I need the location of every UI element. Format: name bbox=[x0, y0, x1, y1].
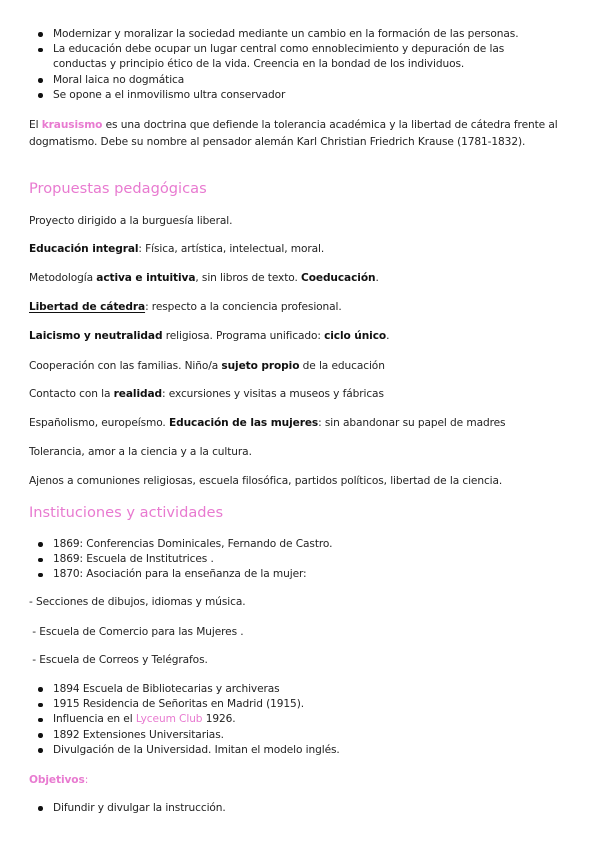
lyceum-club-link[interactable]: Lyceum Club bbox=[135, 713, 203, 726]
paragraph bbox=[29, 299, 342, 316]
paragraph bbox=[29, 241, 324, 258]
list-item: Modernizar y moralizar la sociedad mediante un cambio en la formación de las personas. bbox=[29, 27, 549, 42]
section-heading-instituciones: Instituciones y actividades bbox=[29, 504, 224, 521]
instituciones-list-2 bbox=[29, 682, 549, 758]
list-item: Divulgación de la Universidad. Imitan el modelo inglés. bbox=[29, 743, 549, 758]
sub-item: - Secciones de dibujos, idiomas y música. bbox=[29, 596, 246, 608]
list-item: 1870: Asociación para la enseñanza de la mujer: bbox=[29, 567, 549, 582]
bold-term: Coeducación bbox=[301, 272, 376, 284]
underlined-bold-term: Libertad de cátedra bbox=[29, 301, 146, 313]
text: : excursiones y visitas a museos y fábricas bbox=[162, 388, 384, 400]
paragraph: Tolerancia, amor a la ciencia y a la cultura. bbox=[29, 446, 252, 458]
list-item: 1869: Escuela de Institutrices . bbox=[29, 552, 549, 567]
list-item: 1869: Conferencias Dominicales, Fernando de Castro. bbox=[29, 537, 549, 552]
list-item bbox=[29, 712, 549, 727]
bold-term: ciclo único bbox=[324, 330, 387, 342]
list-item: Moral laica no dogmática bbox=[29, 73, 549, 88]
text: Influencia en el bbox=[53, 713, 136, 726]
krausismo-principles-list bbox=[29, 27, 549, 103]
paragraph bbox=[29, 386, 384, 403]
text: 1926. bbox=[202, 713, 236, 726]
section-heading-propuestas: Propuestas pedagógicas bbox=[29, 180, 207, 197]
intro-text-after: es una doctrina que defiende la tolerancia académica y la libertad de cátedra frente al dogmatismo. Debe su nombre al pensador alemán Karl Christian Friedrich Krause (1781-1832). bbox=[29, 119, 558, 148]
paragraph bbox=[29, 328, 389, 345]
objetivos-label: Objetivos bbox=[29, 774, 85, 786]
list-item: Difundir y divulgar la instrucción. bbox=[29, 801, 549, 816]
bold-term: activa e intuitiva bbox=[96, 272, 196, 284]
objetivos-heading bbox=[29, 772, 88, 789]
bold-term: Educación de las mujeres bbox=[168, 417, 319, 429]
bold-term: realidad bbox=[113, 388, 162, 400]
paragraph: Ajenos a comuniones religiosas, escuela filosófica, partidos políticos, libertad de la ciencia. bbox=[29, 475, 503, 487]
krausismo-term: krausismo bbox=[41, 119, 103, 131]
text: Metodología bbox=[29, 272, 97, 284]
paragraph bbox=[29, 358, 385, 375]
list-item: 1892 Extensiones Universitarias. bbox=[29, 728, 549, 743]
bold-term: Laicismo y neutralidad bbox=[29, 330, 163, 342]
objetivos-colon: : bbox=[84, 774, 89, 786]
intro-text-before: El bbox=[29, 119, 42, 131]
text: Españolismo, europeísmo. bbox=[29, 417, 169, 429]
list-item: Se opone a el inmovilismo ultra conservador bbox=[29, 88, 549, 103]
text: : Física, artística, intelectual, moral. bbox=[138, 243, 325, 255]
text: religiosa. Programa unificado: bbox=[162, 330, 325, 342]
text: . bbox=[375, 272, 379, 284]
paragraph: Proyecto dirigido a la burguesía liberal. bbox=[29, 215, 233, 227]
text: : respecto a la conciencia profesional. bbox=[145, 301, 342, 313]
text: de la educación bbox=[299, 360, 385, 372]
list-item: La educación debe ocupar un lugar central como ennoblecimiento y depuración de las conductas y principio ético de la vida. Creencia en la bondad de los individuos. bbox=[29, 42, 549, 72]
bold-term: sujeto propio bbox=[221, 360, 300, 372]
text: Contacto con la bbox=[29, 388, 114, 400]
text: , sin libros de texto. bbox=[195, 272, 302, 284]
sub-item: - Escuela de Correos y Telégrafos. bbox=[29, 654, 208, 666]
objetivos-list bbox=[29, 801, 549, 816]
instituciones-list bbox=[29, 537, 549, 583]
paragraph bbox=[29, 415, 505, 432]
intro-paragraph bbox=[29, 117, 569, 150]
text: Cooperación con las familias. Niño/a bbox=[29, 360, 222, 372]
bold-term: Educación integral bbox=[29, 243, 139, 255]
text: : sin abandonar su papel de madres bbox=[318, 417, 506, 429]
sub-item: - Escuela de Comercio para las Mujeres . bbox=[29, 626, 244, 638]
list-item: 1894 Escuela de Bibliotecarias y archiveras bbox=[29, 682, 549, 697]
text: . bbox=[386, 330, 390, 342]
paragraph bbox=[29, 270, 379, 287]
list-item: 1915 Residencia de Señoritas en Madrid (1915). bbox=[29, 697, 549, 712]
